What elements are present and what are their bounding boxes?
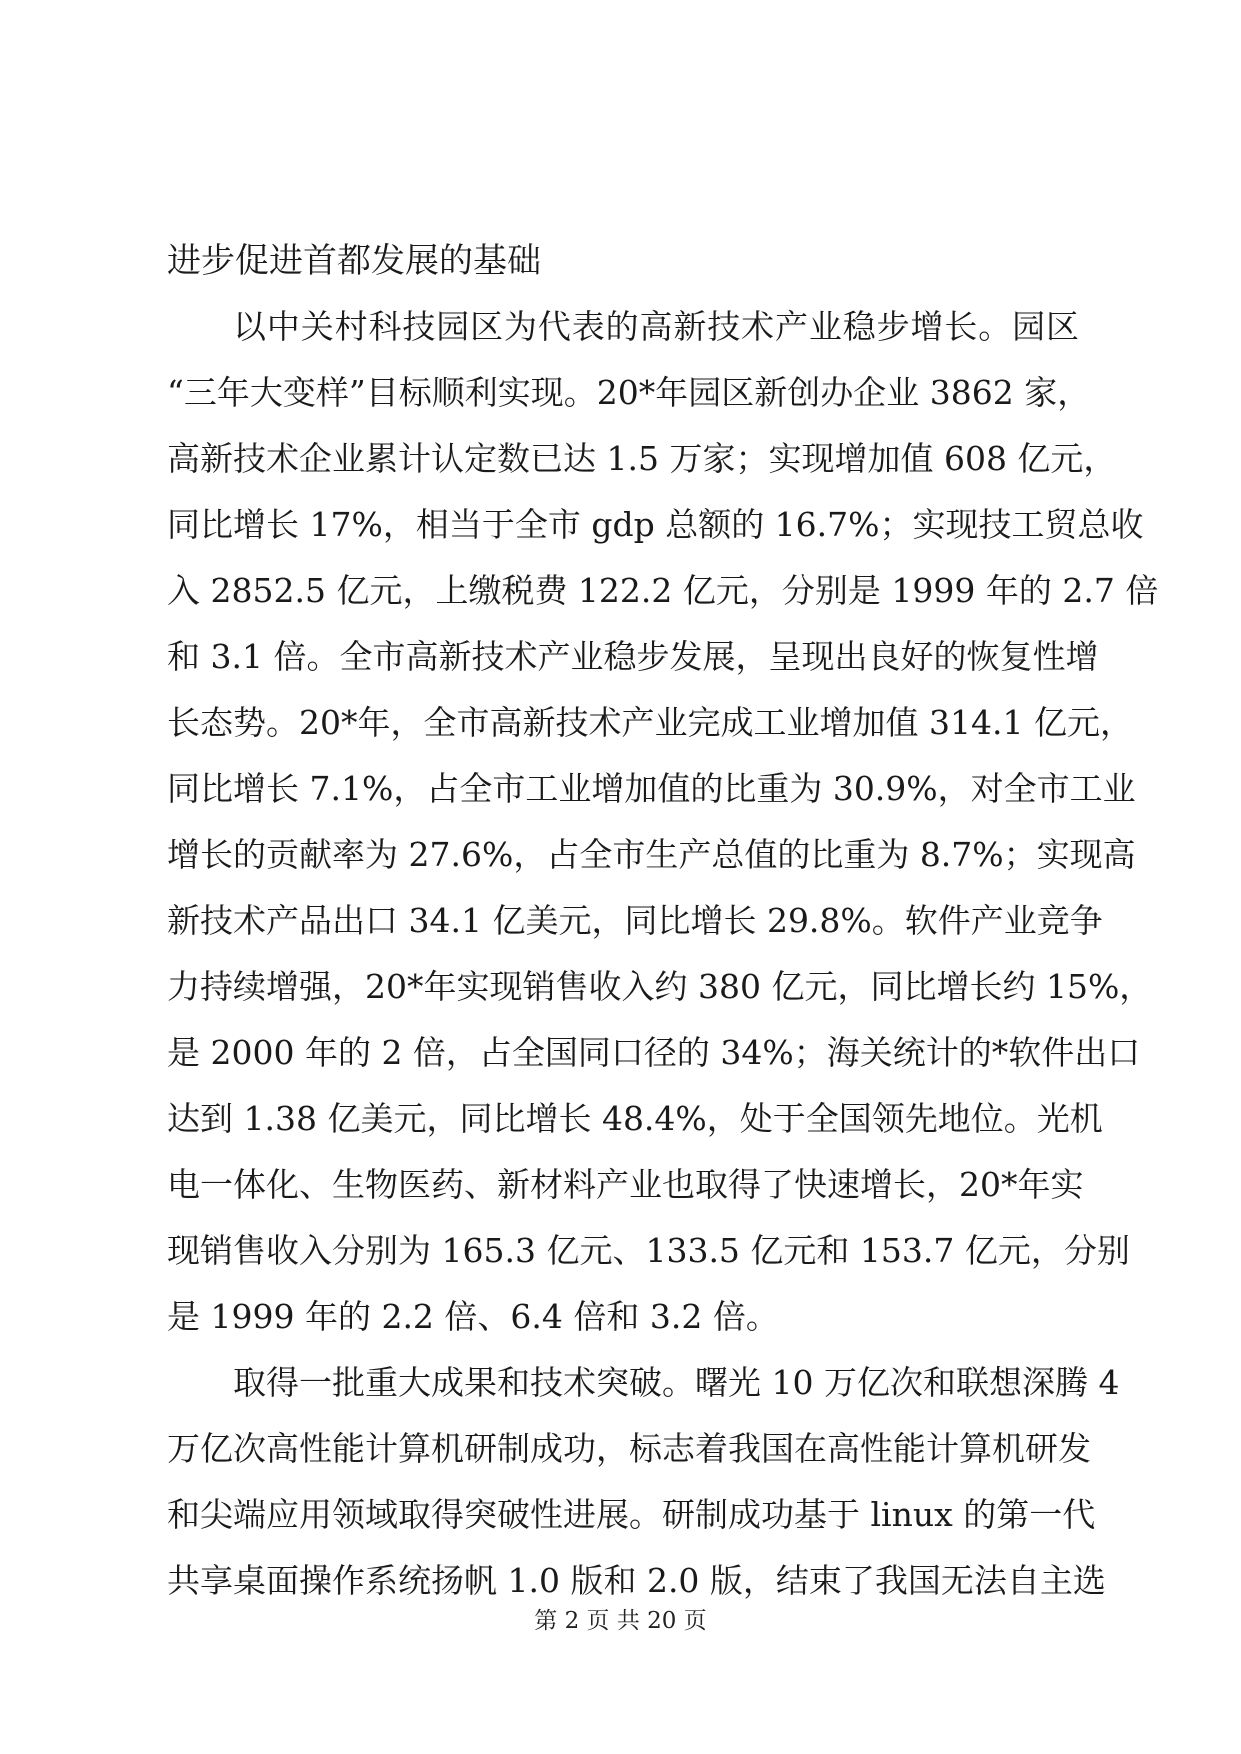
paragraph-tech-breakthroughs [167,1350,1120,1614]
text-line: 取得一批重大成果和技术突破。曙光 10 万亿次和联想深腾 4 [233,1363,1120,1402]
page-number-footer: 第 2 页 共 20 页 [534,1608,707,1634]
text-line: 同比增长 7.1%，占全市工业增加值的比重为 30.9%，对全市工业 [167,769,1136,808]
text-line: 共享桌面操作系统扬帆 1.0 版和 2.0 版，结束了我国无法自主选 [167,1561,1106,1600]
text-line: 是 1999 年的 2.2 倍、6.4 倍和 3.2 倍。 [167,1297,779,1336]
text-line: 力持续增强，20*年实现销售收入约 380 亿元，同比增长约 15%， [167,967,1153,1006]
text-line: 和 3.1 倍。全市高新技术产业稳步发展，呈现出良好的恢复性增 [167,637,1099,676]
text-line: 以中关村科技园区为代表的高新技术产业稳步增长。园区 [233,307,1079,346]
text-line: 增长的贡献率为 27.6%，占全市生产总值的比重为 8.7%；实现高 [167,835,1136,874]
text-line: 是 2000 年的 2 倍，占全国同口径的 34%；海关统计的*软件出口 [167,1033,1141,1072]
text-line: 同比增长 17%，相当于全市 gdp 总额的 16.7%；实现技工贸总收 [167,505,1144,544]
text-line: “三年大变样”目标顺利实现。20*年园区新创办企业 3862 家， [167,373,1091,412]
text-line: 现销售收入分别为 165.3 亿元、133.5 亿元和 153.7 亿元，分别 [167,1231,1130,1270]
document-body [167,228,1159,1614]
text-line: 万亿次高性能计算机研制成功，标志着我国在高性能计算机研发 [167,1429,1091,1468]
paragraph-high-tech-industry [167,294,1159,1350]
text-line: 入 2852.5 亿元，上缴税费 122.2 亿元，分别是 1999 年的 2.7 倍 [167,571,1159,610]
text-line: 新技术产品出口 34.1 亿美元，同比增长 29.8%。软件产业竞争 [167,901,1103,940]
text-line: 长态势。20*年，全市高新技术产业完成工业增加值 314.1 亿元， [167,703,1133,742]
text-line: 高新技术企业累计认定数已达 1.5 万家；实现增加值 608 亿元， [167,439,1117,478]
text-line: 和尖端应用领域取得突破性进展。研制成功基于 linux 的第一代 [167,1495,1096,1534]
text-line: 电一体化、生物医药、新材料产业也取得了快速增长，20*年实 [167,1165,1084,1204]
text-line: 达到 1.38 亿美元，同比增长 48.4%，处于全国领先地位。光机 [167,1099,1103,1138]
continued-heading-line: 进步促进首都发展的基础 [167,241,541,281]
